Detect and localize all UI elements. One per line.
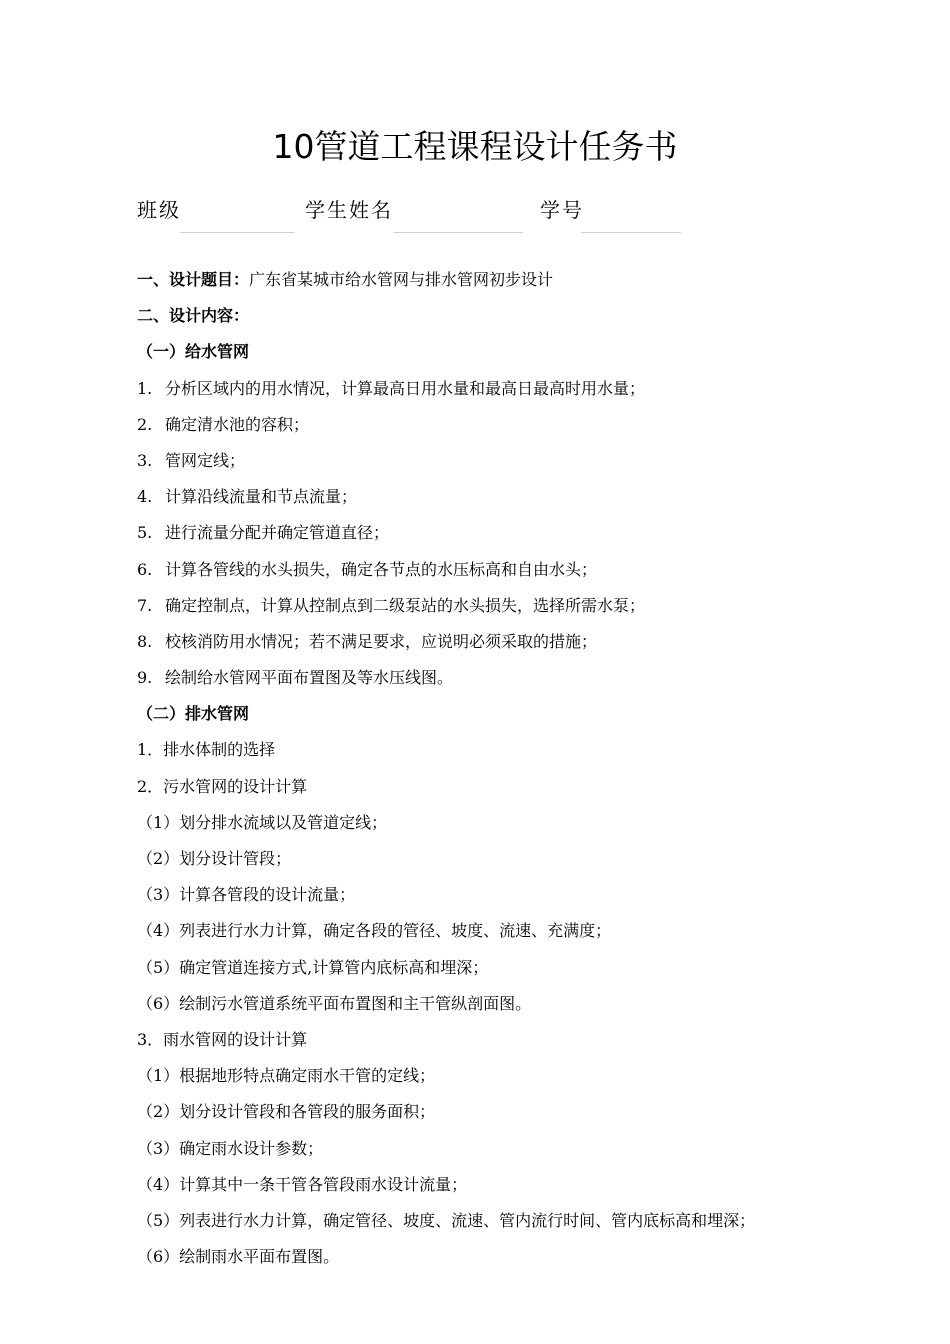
list-item [137,588,937,624]
item-number: 9. [137,668,153,688]
list-item: （6）绘制雨水平面布置图。 [137,1247,340,1267]
list-item [137,552,937,588]
list-item [137,515,937,551]
name-field[interactable] [394,232,523,233]
item-text: 计算各管线的水头损失，确定各节点的水压标高和自由水头； [165,559,598,579]
list-item: （5）确定管道连接方式,计算管内底标高和埋深； [137,957,489,977]
water-supply-heading: （一）给水管网 [137,342,250,362]
list-item: （5）列表进行水力计算，确定管径、坡度、流速、管内流行时间、管内底标高和埋深； [137,1210,756,1230]
drainage-heading: （二）排水管网 [137,704,250,724]
design-topic: 广东省某城市给水管网与排水管网初步设计 [249,270,554,289]
item-text: 计算沿线流量和节点流量； [165,487,358,507]
item-text: 确定控制点，计算从控制点到二级泵站的水头损失，选择所需水泵； [165,595,646,615]
list-item: （2）划分设计管段和各管段的服务面积； [137,1102,436,1122]
list-item [137,407,937,443]
item-number: 1. [137,378,153,398]
item-text: 确定清水池的容积； [165,414,310,434]
item-number: 3. [137,450,153,470]
list-item [137,660,937,696]
id-label: 学号 [540,198,584,222]
item-number: 6. [137,559,153,579]
list-item: （2）划分设计管段； [137,849,292,868]
item-number: 4. [137,487,153,507]
item-number: 8. [137,631,153,651]
list-item: （3）计算各管段的设计流量； [137,885,356,905]
list-item [137,624,937,660]
list-item: （4）列表进行水力计算，确定各段的管径、坡度、流速、充满度； [137,921,612,941]
drainage-item-2: 2．污水管网的设计计算 [137,776,308,796]
item-text: 校核消防用水情况；若不满足要求，应说明必须采取的措施； [165,631,598,651]
document-body [137,262,937,1275]
list-item [137,443,937,479]
item-number: 5. [137,523,153,543]
class-field[interactable] [180,232,294,233]
list-item: （1）根据地形特点确定雨水干管的定线； [137,1066,436,1086]
list-item [137,479,937,515]
section-1 [137,262,937,298]
class-label: 班级 [137,198,181,222]
document-title: 10管道工程课程设计任务书 [272,127,678,166]
name-label: 学生姓名 [305,198,393,222]
drainage-item-1: 1．排水体制的选择 [137,740,276,760]
list-item: （1）划分排水流域以及管道定线； [137,812,388,832]
item-number: 2. [137,414,153,434]
student-info-row [137,196,950,236]
section-2-heading: 二、设计内容： [137,306,250,326]
list-item: （6）绘制污水管道系统平面布置图和主干管纵剖面图。 [137,993,532,1013]
item-number: 7. [137,595,153,615]
item-text: 进行流量分配并确定管道直径； [165,523,390,543]
item-text: 管网定线； [165,450,246,470]
list-item: （3）确定雨水设计参数； [137,1138,324,1158]
item-text: 绘制给水管网平面布置图及等水压线图。 [165,668,454,688]
drainage-item-3: 3．雨水管网的设计计算 [137,1029,308,1049]
id-field[interactable] [581,232,681,233]
item-text: 分析区域内的用水情况，计算最高日用水量和最高日最高时用水量； [165,378,646,398]
list-item [137,371,937,407]
section-1-heading: 一、设计题目： [137,270,250,289]
list-item: （4）计算其中一条干管各管段雨水设计流量； [137,1174,468,1194]
